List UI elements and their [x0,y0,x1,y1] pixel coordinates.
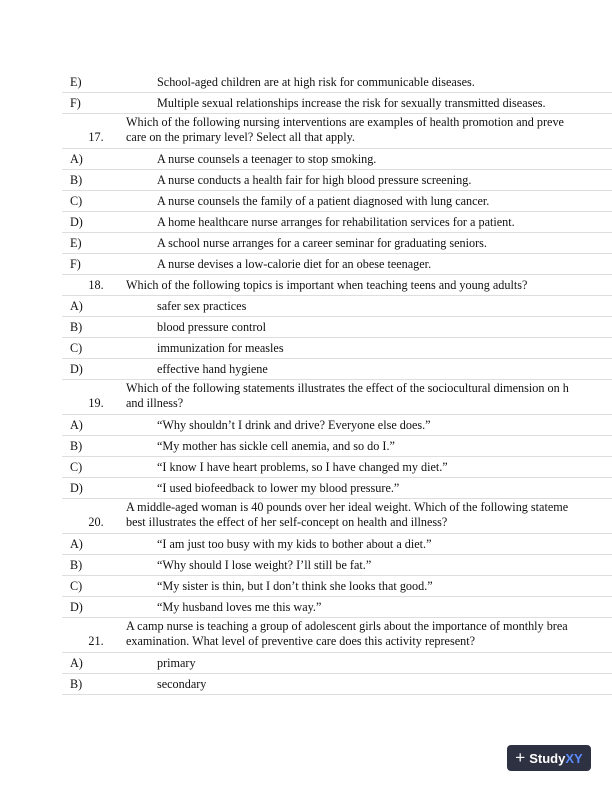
answer-choice-row [62,72,612,93]
question-table [62,72,612,695]
choice-label: C) [70,193,83,208]
question-number: 21. [88,634,104,648]
answer-choice-row [62,93,612,114]
question-text-line: and illness? [126,396,184,410]
question-text-line: Which of the following nursing interventions are examples of health promotion and preve [126,115,564,129]
choice-text: A home healthcare nurse arranges for rehabilitation services for a patient. [157,214,515,229]
choice-text: safer sex practices [157,298,247,313]
answer-choice-row [62,597,612,618]
question-text [126,278,527,293]
answer-choice-row [62,534,612,555]
answer-choice-row [62,212,612,233]
question-stem-row [62,499,612,534]
choice-label: D) [70,480,83,495]
choice-text: “Why shouldn’t I drink and drive? Everyone else does.” [157,417,431,432]
question-text [126,381,569,411]
answer-choice-row [62,576,612,597]
answer-choice-row [62,233,612,254]
choice-text: effective hand hygiene [157,361,268,376]
choice-label: F) [70,256,81,271]
answer-choice-row [62,191,612,212]
question-stem-row [62,114,612,149]
choice-label: B) [70,319,83,334]
question-number: 20. [88,515,104,529]
answer-choice-row [62,170,612,191]
choice-text: School-aged children are at high risk for communicable diseases. [157,74,475,89]
choice-label: D) [70,361,83,376]
choice-text: A nurse counsels the family of a patient diagnosed with lung cancer. [157,193,490,208]
choice-text: A nurse devises a low-calorie diet for an obese teenager. [157,256,432,271]
choice-label: B) [70,676,83,691]
logo-text: StudyXY [529,750,583,766]
choice-label: A) [70,298,83,313]
choice-text: “Why should I lose weight? I’ll still be fat.” [157,557,372,572]
choice-text: blood pressure control [157,319,266,334]
question-text [126,619,568,649]
choice-label: B) [70,557,83,572]
choice-label: E) [70,235,82,250]
choice-text: primary [157,655,196,670]
question-stem-row [62,275,612,296]
plus-icon: + [515,747,526,767]
choice-label: A) [70,536,83,551]
choice-text: immunization for measles [157,340,284,355]
answer-choice-row [62,415,612,436]
choice-label: A) [70,417,83,432]
question-number: 19. [88,396,104,410]
choice-label: C) [70,459,83,474]
answer-choice-row [62,254,612,275]
choice-text: A nurse conducts a health fair for high blood pressure screening. [157,172,472,187]
choice-label: B) [70,438,83,453]
question-text-line: A middle-aged woman is 40 pounds over her ideal weight. Which of the following stateme [126,500,569,514]
choice-text: Multiple sexual relationships increase the risk for sexually transmitted diseases. [157,95,546,110]
question-number: 17. [88,130,104,144]
answer-choice-row [62,296,612,317]
answer-choice-row [62,653,612,674]
choice-text: “My sister is thin, but I don’t think she looks that good.” [157,578,433,593]
choice-text: “I used biofeedback to lower my blood pressure.” [157,480,400,495]
question-text-line: best illustrates the effect of her self-concept on health and illness? [126,515,448,529]
answer-choice-row [62,555,612,576]
choice-label: B) [70,172,83,187]
answer-choice-row [62,359,612,380]
question-text-line: examination. What level of preventive care does this activity represent? [126,634,476,648]
choice-text: “I know I have heart problems, so I have changed my diet.” [157,459,448,474]
answer-choice-row [62,457,612,478]
choice-text: A nurse counsels a teenager to stop smoking. [157,151,377,166]
choice-label: F) [70,95,81,110]
choice-label: A) [70,655,83,670]
choice-text: “I am just too busy with my kids to bother about a diet.” [157,536,432,551]
answer-choice-row [62,436,612,457]
studyxy-logo[interactable] [507,745,591,771]
question-number: 18. [88,277,104,292]
answer-choice-row [62,317,612,338]
answer-choice-row [62,149,612,170]
question-text [126,500,568,530]
question-text-line: Which of the following topics is important when teaching teens and young adults? [126,277,528,292]
question-stem-row [62,618,612,653]
choice-label: C) [70,340,83,355]
answer-choice-row [62,478,612,499]
choice-label: D) [70,599,83,614]
answer-choice-row [62,674,612,695]
choice-label: E) [70,74,82,89]
choice-label: C) [70,578,83,593]
choice-text: “My husband loves me this way.” [157,599,322,614]
choice-text: secondary [157,676,207,691]
question-text [126,115,564,145]
question-text-line: care on the primary level? Select all that apply. [126,130,355,144]
choice-text: A school nurse arranges for a career seminar for graduating seniors. [157,235,487,250]
choice-text: “My mother has sickle cell anemia, and so do I.” [157,438,395,453]
answer-choice-row [62,338,612,359]
choice-label: A) [70,151,83,166]
question-text-line: Which of the following statements illustrates the effect of the sociocultural dimension on h [126,381,569,395]
question-stem-row [62,380,612,415]
choice-label: D) [70,214,83,229]
question-text-line: A camp nurse is teaching a group of adolescent girls about the importance of monthly brea [126,619,568,633]
